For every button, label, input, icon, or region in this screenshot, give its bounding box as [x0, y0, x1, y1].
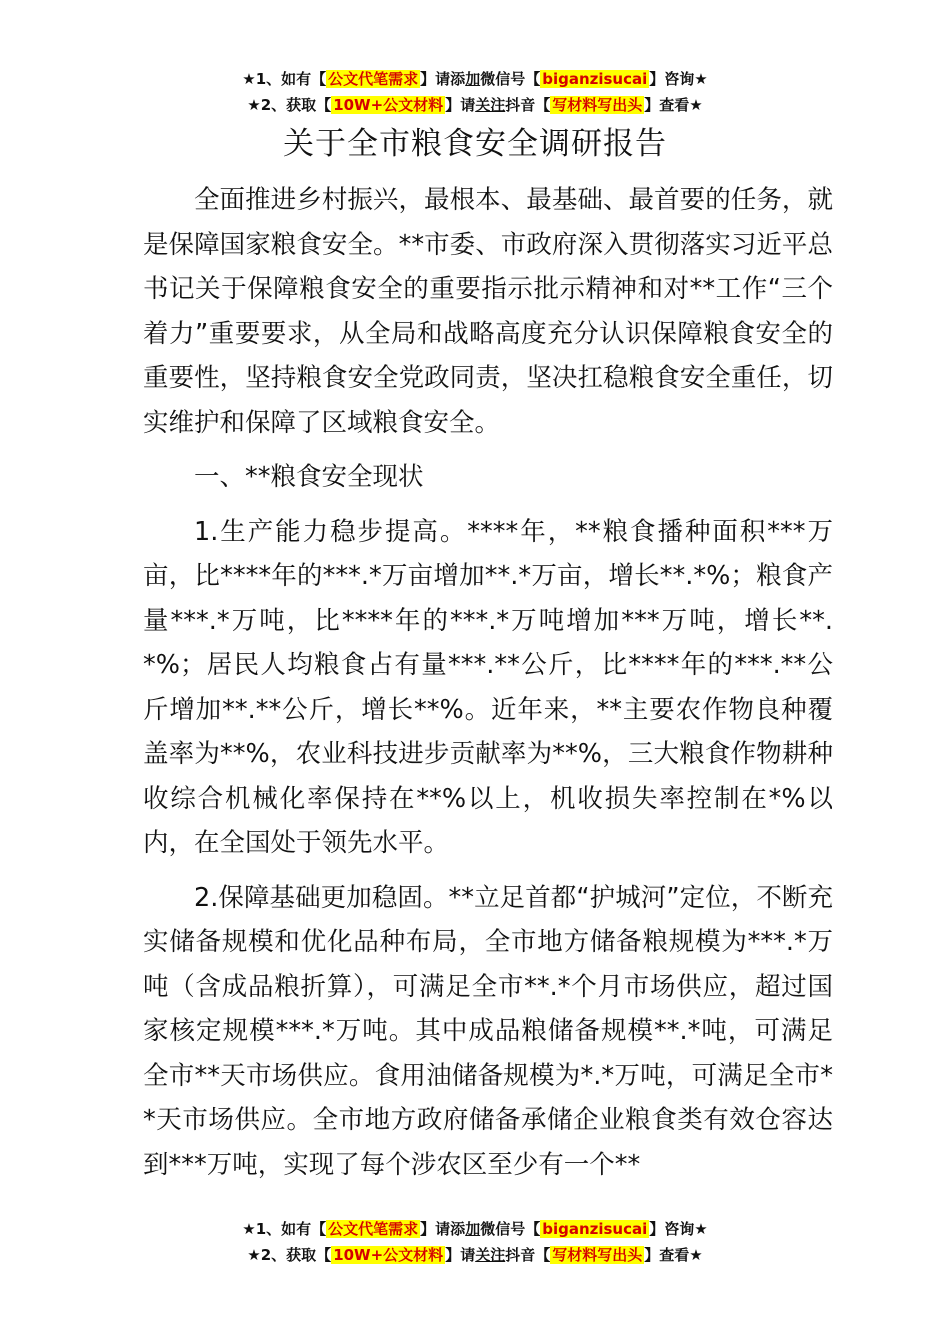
promo-text: 】查看★: [644, 96, 703, 114]
promo-text: ★2、获取【: [247, 96, 332, 114]
item-paragraph-1: 1.生产能力稳步提高。****年，**粮食播种面积***万亩，比****年的***.*万亩增加**.*万亩，增长**.*%；粮食产量***.*万吨，比****年的***.*万吨增加***万吨，增长**.*%；居民人均粮食占有量***.**公斤，比****年的***.**公斤增加**.**公斤，增长**%。近年来，**主要农作物良种覆盖率为**%，农业科技进步贡献率为**%，三大粮食作物耕种收综合机械化率保持在**%以上，机收损失率控制在*%以内，在全国处于领先水平。: [143, 516, 833, 858]
promo-text: 抖音【: [505, 96, 551, 114]
promo-underlined: 加: [465, 70, 481, 88]
promo-text: ★1、如有【: [242, 70, 327, 88]
promo-highlight: biganzisucai: [542, 70, 648, 88]
promo-highlight: 10W+公文材料: [333, 1246, 444, 1264]
promo-line-1: [0, 1216, 950, 1242]
promo-text: 抖音【: [505, 1246, 551, 1264]
section-heading: 一、**粮食安全现状: [194, 462, 424, 492]
promo-highlight: biganzisucai: [542, 1220, 648, 1238]
promo-text: ★2、获取【: [247, 1246, 332, 1264]
promo-highlight: 公文代笔需求: [328, 70, 419, 88]
promo-line-1: [0, 66, 950, 92]
promo-text: 】咨询★: [649, 1220, 708, 1238]
promo-text: 】请: [445, 96, 476, 114]
promo-banner-top: [0, 66, 950, 118]
intro-paragraph: 全面推进乡村振兴，最根本、最基础、最首要的任务，就是保障国家粮食安全。**市委、市政府深入贯彻落实习近平总书记关于保障粮食安全的重要指示批示精神和对**工作“三个着力”重要要求，从全局和战略高度充分认识保障粮食安全的重要性，坚持粮食安全党政同责，坚决扛稳粮食安全重任，切实维护和保障了区域粮食安全。: [143, 185, 833, 438]
item-paragraph-2: 2.保障基础更加稳固。**立足首都“护城河”定位，不断充实储备规模和优化品种布局，全市地方储备粮规模为***.*万吨（含成品粮折算），可满足全市**.*个月市场供应，超过国家核定规模***.*万吨。其中成品粮储备规模**.*吨，可满足全市**天市场供应。食用油储备规模为*.*万吨，可满足全市**天市场供应。全市地方政府储备承储企业粮食类有效仓容达到***万吨，实现了每个涉农区至少有一个**: [143, 882, 833, 1180]
promo-underlined: 关注: [475, 96, 506, 114]
promo-text: 】请添: [420, 70, 466, 88]
promo-underlined: 加: [465, 1220, 481, 1238]
promo-highlight: 写材料写出头: [552, 1246, 643, 1264]
promo-highlight: 公文代笔需求: [328, 1220, 419, 1238]
promo-text: ★1、如有【: [242, 1220, 327, 1238]
document-title: 关于全市粮食安全调研报告: [283, 126, 667, 162]
promo-highlight: 写材料写出头: [552, 96, 643, 114]
promo-line-2: [0, 1242, 950, 1268]
promo-text: 】请: [445, 1246, 476, 1264]
promo-text: 】查看★: [644, 1246, 703, 1264]
promo-underlined: 关注: [475, 1246, 506, 1264]
promo-text: 微信号【: [480, 1220, 541, 1238]
promo-text: 微信号【: [480, 70, 541, 88]
promo-text: 】咨询★: [649, 70, 708, 88]
promo-highlight: 10W+公文材料: [333, 96, 444, 114]
promo-text: 】请添: [420, 1220, 466, 1238]
promo-banner-bottom: [0, 1216, 950, 1268]
document-body: [143, 178, 833, 1187]
promo-line-2: [0, 92, 950, 118]
